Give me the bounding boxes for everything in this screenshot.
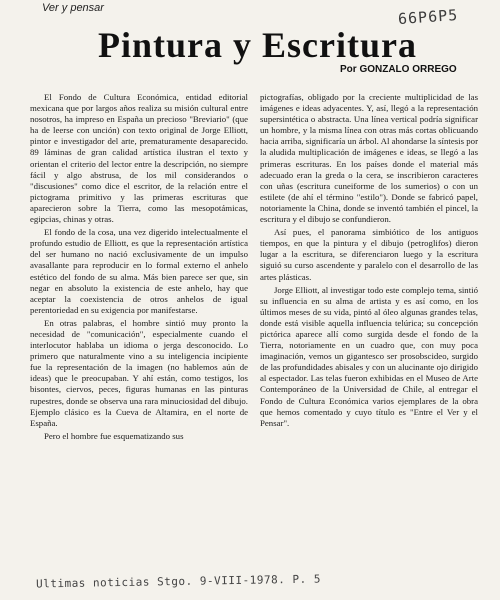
section-label: Ver y pensar (42, 2, 104, 14)
paragraph: pictografías, obligado por la creciente multiplicidad de las imágenes e ideas adyacentes. Y, así, llegó a la representación supersintética o abstracta. Una línea vertical podría significar un hombre, y la misma línea con otras más cortas oblicuando hacia arriba, significaría un árbol. Al ahondarse la síntesis por la aludida multiplicación de imágenes e ideas, se llegó a las primeras escrituras. En los países donde el material más adecuado eran la greda o la cera, se inscribieron caracteres con uñas (escritura cuneiforme de los sumerios) o con un estilete (de ahí el término "estilo"). Donde se fabricó papel, notoriamente la China, donde se inventó también el pincel, la escritura y el dibujo se confundieron. (260, 92, 478, 225)
handwritten-reference: 66P6P5 (397, 5, 459, 29)
paragraph: El fondo de la cosa, una vez digerido intelectualmente el profundo estudio de Elliott, es que la representación artística del ser humano no nació exclusivamente de un impulso avasallante para reproducir en lo formal externo el anhelo estético del fondo de su alma. Más bien parece ser que, sin negar en absoluto la existencia de este anhelo, hay que aceptar la coexistencia de otros anhelos de igual perentoriedad en su exigencia por manifestarse. (30, 227, 248, 315)
handwritten-source-note: Ultimas noticias Stgo. 9-VIII-1978. P. 5 (35, 572, 321, 591)
paragraph: Pero el hombre fue esquematizando sus (44, 430, 184, 441)
byline: Por GONZALO ORREGO (340, 64, 457, 75)
paragraph: Así pues, el panorama simbiótico de los antiguos tiempos, en que la pintura y el dibujo (petroglifos) dieron lugar a la escritura, se diferenciaron luego y la escritura siguió su curso ascendente y paralelo con el desarrollo de las artes plásticas. (260, 227, 478, 282)
paragraph: En otras palabras, el hombre sintió muy pronto la necesidad de "comunicación", especialmente cuando el interlocutor hablaba un idioma o jerga desconocido. Lo primero que naturalmente vino a su inteligencia incipiente fue la representación de la imagen (no hablemos aún de ideas) que le preocupaban. Y ahí están, como testigos, los bisontes, ciervos, peces, figuras humanas en las pinturas rupestres, donde se observa una rara minuciosidad del dibujo. Ejemplo clásico es la Cueva de Altamira, en el norte de España. (30, 317, 248, 428)
paragraph: El Fondo de Cultura Económica, entidad editorial mexicana que por largos años realiza su misión cultural entre nosotros, ha impreso en España un precioso "Breviario" (que ha de leerse con unción) con texto original de Jorge Elliott, pintor e investigador del arte, prematuramente desaparecido. 89 láminas de gran calidad artística ilustran el texto y orientan el criterio del lector entre la descripción, no siempre fácil y algo abstrusa, de los mil considerandos o "discusiones" como dice el escritor, de la relación entre el pictograma primitivo y las primeras escrituras que aparecieron sobre la Tierra, como las mesopotámicas, egipcias, chinas y otras. (30, 92, 248, 225)
paragraph: Jorge Elliott, al investigar todo este complejo tema, sintió su influencia en su alma de artista y es así como, en los últimos meses de su vida, pintó al óleo algunas grandes telas, donde está visible aquella influencia telúrica; su concepción pictórica aparece allí como surgida desde el fondo de la Tierra, notoriamente en un cuadro que, con muy poca imaginación, vemos un gigantesco ser prosobscideo, surgido de las profundidades abisales y con un alucinante ojo dirigido al espectador. Las telas fueron exhibidas en el Museo de Arte Contemporáneo de la Universidad de Chile, al entregar el Fondo de Cultura Económica varios ejemplares de la obra que hemos comentado y cuyo título es "Entre el Ver y el Pensar". (260, 284, 478, 428)
left-column (30, 92, 248, 444)
article-title: Pintura y Escritura (98, 25, 417, 65)
right-column (260, 92, 478, 431)
